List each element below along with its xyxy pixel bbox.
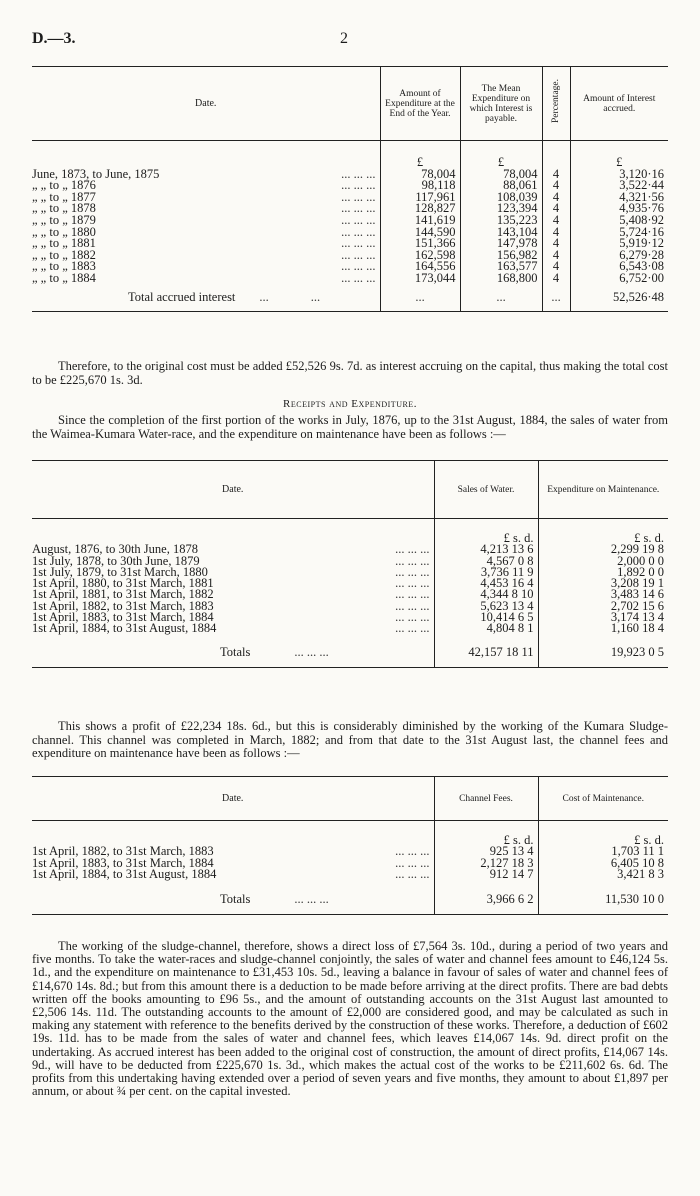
leader-dots: ... ... ... xyxy=(341,166,376,181)
cell-maintenance: 3,174 13 4 xyxy=(538,612,668,623)
cell-maintenance: 2,702 15 6 xyxy=(538,601,668,612)
leader-dots: ... ... ... xyxy=(395,576,430,591)
date-text: „ „ to „ 1878 xyxy=(32,201,96,216)
cell-mean: 123,394 xyxy=(460,203,542,215)
cell-fees: 925 13 4 xyxy=(434,846,538,857)
water-sales-table: Date. Sales of Water. Expenditure on Maintenance. £ s. d. £ s. d. August, 1876, to 30th June, 1878 ... ... ... 4,213 13 6 2,299 19 8 1st July, 1878, to 30th June, 1879 ... ... ... 4,567 0 8 2,000 0 0 1st July, 1879, to 31st March, 1880 ... ... ... 3,736 11 9 1,892 0 0 1st April, 1880, to 31st March, 1881 ... ... ... 4,453 16 4 3,208 19 1 1st April, 1881, to 31st March, 1882 ... ... ... 4,344 8 10 3,483 14 6 1st April, 1882, to 31st March, 1883 ... ... ... 5,623 13 4 2,702 15 6 1st April, 1883, to 31st March, 1884 ... ... ... 10,414 6 5 3,174 13 4 1st April, 1884, to 31st August, 1884 ... ... ... 4,804 8 1 1,160 18 4 Totals ... ... ... 42,157 18 11 19,923 0 5 xyxy=(32,460,668,668)
cell-pct: 4 xyxy=(542,192,570,204)
date-text: 1st April, 1884, to 31st August, 1884 xyxy=(32,866,217,881)
leader-dots: ... ... ... xyxy=(341,212,376,227)
unit-header: £ s. d. xyxy=(434,835,538,846)
cell-mean: 156,982 xyxy=(460,250,542,262)
unit-header: £ s. d. xyxy=(538,835,668,846)
cell-maintenance: 2,000 0 0 xyxy=(538,556,668,567)
document-reference: D.—3. xyxy=(32,30,76,47)
row-date xyxy=(32,623,434,634)
total-maintenance: 19,923 0 5 xyxy=(538,635,668,668)
cell-sales: 4,344 8 10 xyxy=(434,589,538,600)
date-text: „ „ to „ 1879 xyxy=(32,212,96,227)
date-text: 1st July, 1878, to 30th June, 1879 xyxy=(32,553,200,568)
date-text: „ „ to „ 1882 xyxy=(32,247,96,262)
col-header-expenditure: Amount of Expenditure at the End of the Year. xyxy=(380,67,460,141)
cell-mean: 168,800 xyxy=(460,273,542,285)
cell-sales: 4,804 8 1 xyxy=(434,623,538,634)
total-label: Total accrued interest xyxy=(128,289,236,304)
cell-expenditure: 98,118 xyxy=(380,180,460,192)
date-text: „ „ to „ 1876 xyxy=(32,178,96,193)
cell-expenditure: 117,961 xyxy=(380,192,460,204)
col-header-date: Date. xyxy=(32,67,380,141)
cell-maintenance: 1,160 18 4 xyxy=(538,623,668,634)
cell-expenditure: 141,619 xyxy=(380,215,460,227)
cell-pct: 4 xyxy=(542,203,570,215)
cell-sales: 3,736 11 9 xyxy=(434,567,538,578)
date-text: 1st July, 1879, to 31st March, 1880 xyxy=(32,564,208,579)
cell-pct: 4 xyxy=(542,261,570,273)
cell-sales: 10,414 6 5 xyxy=(434,612,538,623)
cell-interest: 6,279·28 xyxy=(570,250,668,262)
date-text: June, 1873, to June, 1875 xyxy=(32,166,160,181)
unit-pound: £ xyxy=(570,157,668,169)
cell-fees: 912 14 7 xyxy=(434,869,538,880)
paragraph-conclusion: The working of the sludge-channel, therefore, shows a direct loss of £7,564 3s. 10d., during a period of two years and five months. To take the water-races and sludge-channel conjointly, the sales of water and channel fees amount to £46,124 5s. 1d., and the expenditure on maintenance to £31,453 10s. 5d., leaving a balance in favour of sales of water and channel fees of £14,670 14s. 8d.; but from this amount there is a deduction to be made before arriving at the direct profits. There are bad debts written off the books amounting to £96 5s., and the amount of outstanding accounts on the 31st August last amounted to £2,506 14s. 11d. The outstanding accounts to the amount of £2,000 are considered good, and may be calculated as such in making any statement with reference to the benefits derived by the construction of these works. Therefore, a deduction of £602 19s. 11d. has to be made from the sales of water and channel fees, which leaves £14,067 14s. 9d. direct profit on the undertaking. As accrued interest has been added to the original cost of construction, the amount of direct profits, £14,067 14s. 9d., will have to be deducted from £225,670 1s. 3d., which makes the actual cost of the works to be £211,602 6s. 6d. The profits from this undertaking having extended over a period of seven years and five months, they amount to about £1,897 per annum, or about ¾ per cent. on the capital invested. xyxy=(32,939,668,1099)
leader-dots: ... ... ... xyxy=(395,866,430,881)
cell-pct: 4 xyxy=(542,250,570,262)
date-text: „ „ to „ 1877 xyxy=(32,189,96,204)
cell-pct: 4 xyxy=(542,169,570,181)
leader-dots: ... ... ... xyxy=(395,598,430,613)
paragraph-total-cost: Therefore, to the original cost must be added £52,526 9s. 7d. as interest accruing on the capital, thus making the total cost to be £225,670 1s. 3d. xyxy=(32,359,668,387)
cell-expenditure: 78,004 xyxy=(380,169,460,181)
cell-mean: 163,577 xyxy=(460,261,542,273)
date-text: 1st April, 1880, to 31st March, 1881 xyxy=(32,576,214,591)
unit-pound: £ xyxy=(380,157,460,169)
cell-interest: 3,522·44 xyxy=(570,180,668,192)
leader-dots: ... ... ... xyxy=(341,201,376,216)
row-date xyxy=(32,270,380,285)
date-text: 1st April, 1883, to 31st March, 1884 xyxy=(32,610,214,625)
cell-sales: 4,453 16 4 xyxy=(434,578,538,589)
cell-cost: 3,421 8 3 xyxy=(538,869,668,880)
cell-expenditure: 164,556 xyxy=(380,261,460,273)
cell-mean: 147,978 xyxy=(460,238,542,250)
cell-interest: 5,724·16 xyxy=(570,227,668,239)
date-text: August, 1876, to 30th June, 1878 xyxy=(32,542,198,557)
paragraph-receipts: Since the completion of the first portion of the works in July, 1876, up to the 31st August, 1884, the sales of water from the Waimea-Kumara Water-race, and the expenditure on maintenance have been as follows :— xyxy=(32,413,668,441)
total-cost: 11,530 10 0 xyxy=(538,880,668,915)
leader-dots: ... ... ... xyxy=(395,855,430,870)
cell-interest: 5,408·92 xyxy=(570,215,668,227)
leader-dots: ... ... ... xyxy=(395,610,430,625)
cell-maintenance: 3,208 19 1 xyxy=(538,578,668,589)
col-header-fees: Channel Fees. xyxy=(434,777,538,821)
cell-interest: 6,752·00 xyxy=(570,273,668,285)
cell-mean: 88,061 xyxy=(460,180,542,192)
col-header-mean: The Mean Expenditure on which Interest is payable. xyxy=(460,67,542,141)
leader-dots: ... ... ... xyxy=(341,178,376,193)
cell-maintenance: 3,483 14 6 xyxy=(538,589,668,600)
leader-dots: ... ... ... xyxy=(341,189,376,204)
section-heading: Receipts and Expenditure. xyxy=(283,398,417,410)
unit-header: £ s. d. xyxy=(434,533,538,544)
date-text: 1st April, 1883, to 31st March, 1884 xyxy=(32,855,214,870)
cell-cost: 1,703 11 1 xyxy=(538,846,668,857)
leader-dots: ... ... ... xyxy=(341,270,376,285)
date-text: 1st April, 1881, to 31st March, 1882 xyxy=(32,587,214,602)
channel-fees-table: Date. Channel Fees. Cost of Maintenance. £ s. d. £ s. d. 1st April, 1882, to 31st March, 1883 ... ... ... 925 13 4 1,703 11 1 1st April, 1883, to 31st March, 1884 ... ... ... 2,127 18 3 6,405 10 8 1st April, 1884, to 31st August, 1884 ... ... ... 912 14 7 3,421 8 3 Totals ... ... ... 3,966 6 2 11,530 10 0 xyxy=(32,776,668,915)
cell-expenditure: 144,590 xyxy=(380,227,460,239)
date-text: 1st April, 1882, to 31st March, 1883 xyxy=(32,598,214,613)
leader-dots: ... ... ... xyxy=(341,247,376,262)
leader-dots: ... ... ... xyxy=(395,553,430,568)
table-row xyxy=(32,273,668,285)
cell-pct: 4 xyxy=(542,238,570,250)
date-text: 1st April, 1884, to 31st August, 1884 xyxy=(32,621,217,636)
paragraph-sludge-channel: This shows a profit of £22,234 18s. 6d., but this is considerably diminished by the working of the Kumara Sludge-channel. This channel was completed in March, 1882; and from that date to the 31st August last, the channel fees and expenditure on maintenance have been as follows :— xyxy=(32,719,668,760)
totals-label: Totals xyxy=(220,891,251,906)
cell-expenditure: 128,827 xyxy=(380,203,460,215)
total-interest: 52,526·48 xyxy=(570,285,668,312)
col-header-interest: Amount of Interest accrued. xyxy=(570,67,668,141)
leader-dots: ... ... ... xyxy=(395,564,430,579)
total-fees: 3,966 6 2 xyxy=(434,880,538,915)
date-text: „ „ to „ 1884 xyxy=(32,270,96,285)
row-date xyxy=(32,866,434,881)
col-header-percentage: Percentage. xyxy=(542,67,570,141)
table-row xyxy=(32,869,668,880)
unit-header: £ s. d. xyxy=(538,533,668,544)
cell-interest: 3,120·16 xyxy=(570,169,668,181)
cell-interest: 5,919·12 xyxy=(570,238,668,250)
col-header-maintenance: Expenditure on Maintenance. xyxy=(538,461,668,519)
unit-pound: £ xyxy=(460,157,542,169)
col-header-cost: Cost of Maintenance. xyxy=(538,777,668,821)
cell-pct: 4 xyxy=(542,227,570,239)
total-sales: 42,157 18 11 xyxy=(434,635,538,668)
cell-interest: 6,543·08 xyxy=(570,261,668,273)
cell-expenditure: 162,598 xyxy=(380,250,460,262)
cell-expenditure: 173,044 xyxy=(380,273,460,285)
date-text: „ „ to „ 1883 xyxy=(32,259,96,274)
cell-sales: 4,213 13 6 xyxy=(434,544,538,555)
leader-dots: ... ... ... xyxy=(395,587,430,602)
leader-dots: ... ... ... xyxy=(395,621,430,636)
page-number: 2 xyxy=(340,30,348,47)
cell-cost: 6,405 10 8 xyxy=(538,858,668,869)
cell-maintenance: 2,299 19 8 xyxy=(538,544,668,555)
cell-expenditure: 151,366 xyxy=(380,238,460,250)
date-text: 1st April, 1882, to 31st March, 1883 xyxy=(32,844,214,859)
cell-interest: 4,935·76 xyxy=(570,203,668,215)
date-text: „ „ to „ 1880 xyxy=(32,224,96,239)
date-text: „ „ to „ 1881 xyxy=(32,236,96,251)
leader-dots: ... ... ... xyxy=(395,542,430,557)
cell-mean: 78,004 xyxy=(460,169,542,181)
col-header-date: Date. xyxy=(32,777,434,821)
leader-dots: ... ... ... xyxy=(341,236,376,251)
table-row xyxy=(32,623,668,634)
interest-table: Date. Amount of Expenditure at the End of the Year. The Mean Expenditure on which Interest is payable. Percentage. Amount of Interest accrued. £ £ £ June, 1873, to June, 1875 ... ... ... 78,004 78,004 4 3,120·16 „ „ to „ 1876 ... ... ... 98,118 88,061 4 3,522·44 „ „ to „ 1877 ... ... ... 117,961 108,039 4 4,321·56 „ „ to „ 1878 ... ... ... 128,827 123,394 4 4,935·76 „ „ to „ 1879 ... ... ... 141,619 135,223 4 5,408·92 „ „ to „ 1880 ... ... ... 144,590 143,104 4 5,724·16 „ „ to „ 1881 ... ... ... 151,366 147,978 4 5,919·12 „ „ to „ 1882 ... ... ... 162,598 156,982 4 6,279·28 „ „ to „ 1883 ... ... ... 164,556 163,577 4 6,543·08 „ „ to „ 1884 ... ... ... 173,044 168,800 4 6,752·00 Total accrued interest ... ... ... ... ... 52,526·48 xyxy=(32,66,668,312)
cell-mean: 135,223 xyxy=(460,215,542,227)
cell-sales: 5,623 13 4 xyxy=(434,601,538,612)
cell-mean: 143,104 xyxy=(460,227,542,239)
leader-dots: ... ... ... xyxy=(395,844,430,859)
leader-dots: ... ... ... xyxy=(341,224,376,239)
cell-interest: 4,321·56 xyxy=(570,192,668,204)
leader-dots: ... ... ... xyxy=(341,259,376,274)
cell-pct: 4 xyxy=(542,180,570,192)
cell-fees: 2,127 18 3 xyxy=(434,858,538,869)
col-header-sales: Sales of Water. xyxy=(434,461,538,519)
cell-pct: 4 xyxy=(542,215,570,227)
cell-maintenance: 1,892 0 0 xyxy=(538,567,668,578)
cell-sales: 4,567 0 8 xyxy=(434,556,538,567)
col-header-date: Date. xyxy=(32,461,434,519)
cell-mean: 108,039 xyxy=(460,192,542,204)
cell-pct: 4 xyxy=(542,273,570,285)
totals-label: Totals xyxy=(220,645,251,660)
